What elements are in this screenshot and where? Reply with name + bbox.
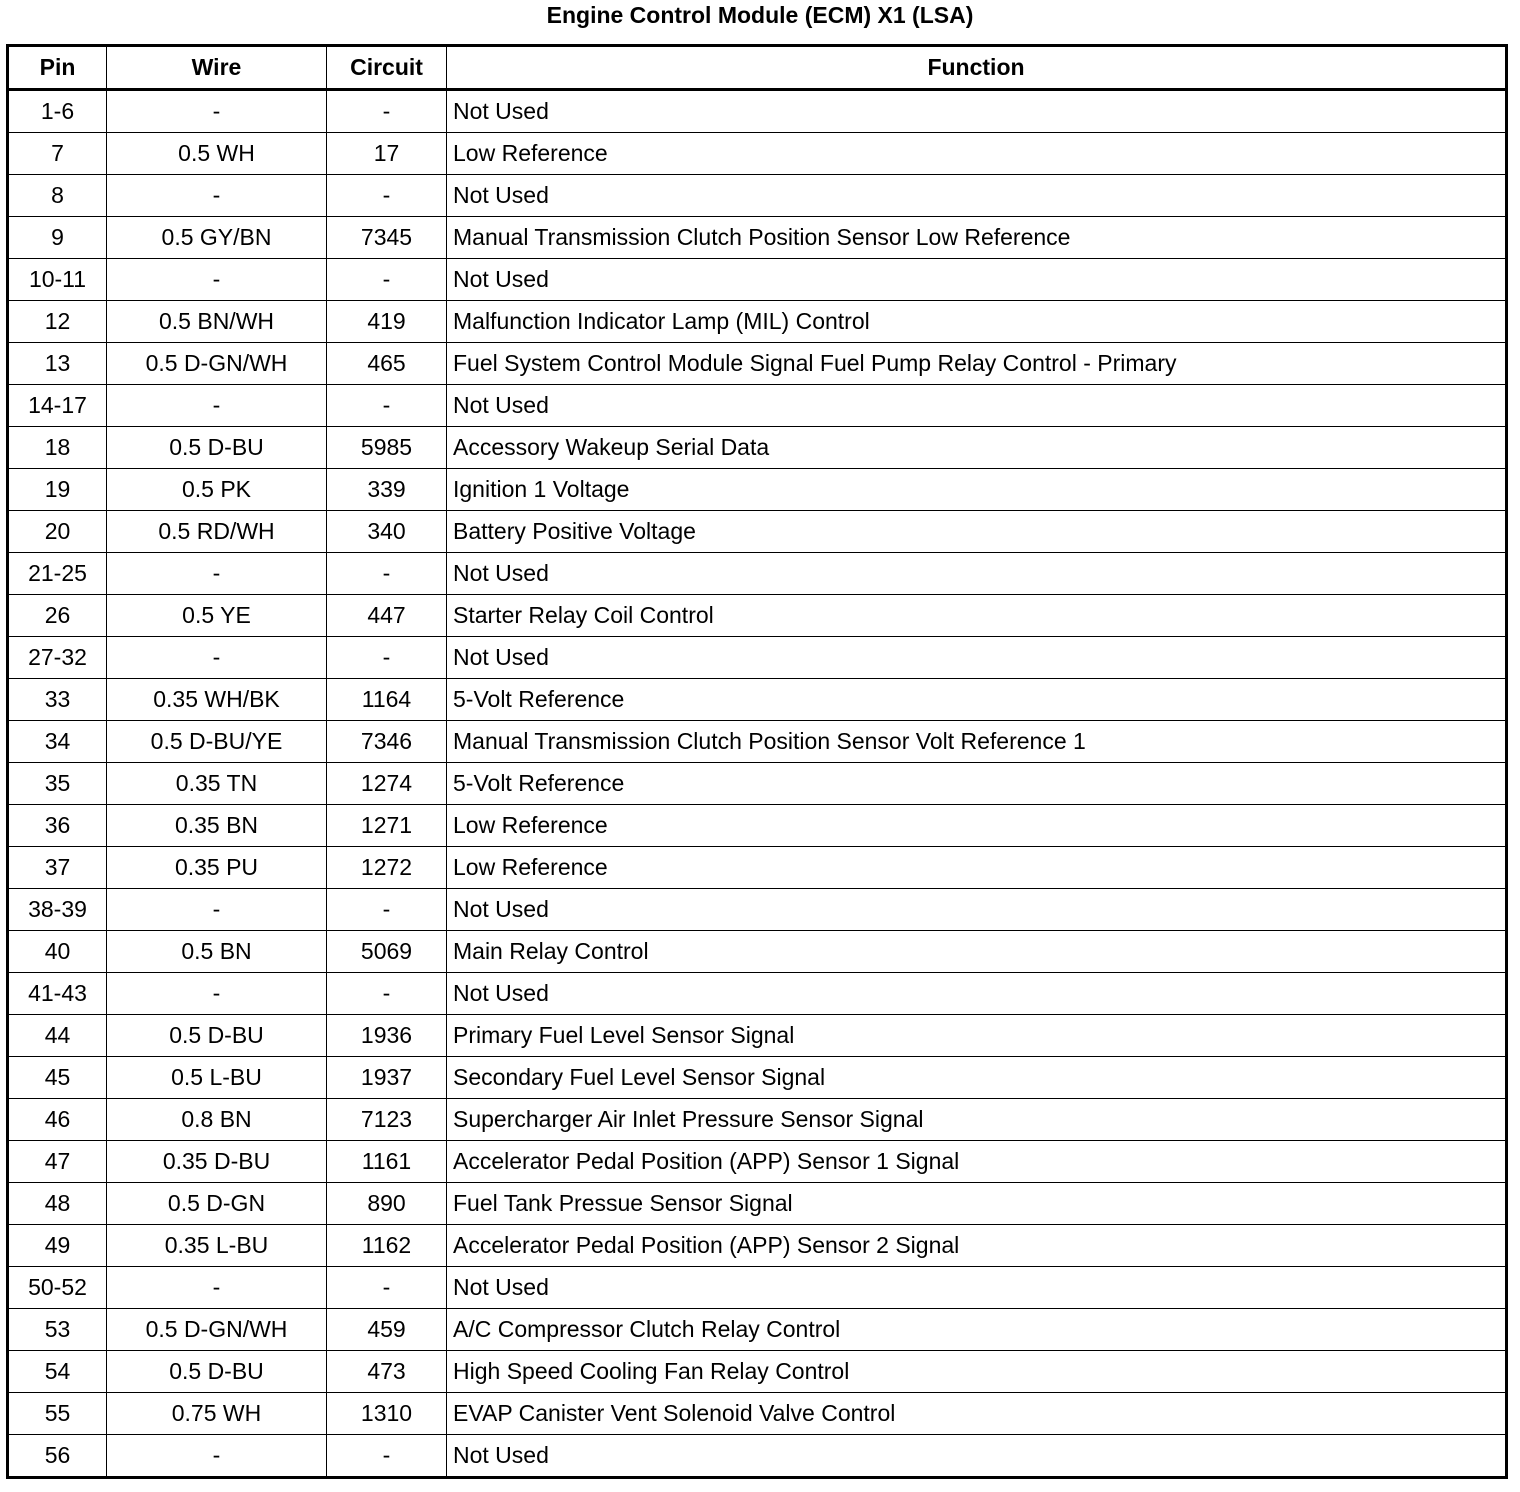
pin-cell: 44 xyxy=(8,1015,107,1057)
function-cell: Malfunction Indicator Lamp (MIL) Control xyxy=(447,301,1507,343)
table-row xyxy=(8,805,1507,847)
function-cell: Manual Transmission Clutch Position Sensor Volt Reference 1 xyxy=(447,721,1507,763)
pin-cell: 27-32 xyxy=(8,637,107,679)
table-row xyxy=(8,90,1507,133)
column-header-pin: Pin xyxy=(8,46,107,90)
table-row xyxy=(8,553,1507,595)
function-cell: Secondary Fuel Level Sensor Signal xyxy=(447,1057,1507,1099)
function-cell: Accelerator Pedal Position (APP) Sensor 2 Signal xyxy=(447,1225,1507,1267)
wire-cell: 0.5 BN xyxy=(107,931,327,973)
wire-cell: - xyxy=(107,175,327,217)
circuit-cell: 7346 xyxy=(327,721,447,763)
table-row xyxy=(8,931,1507,973)
function-cell: Not Used xyxy=(447,1267,1507,1309)
pin-cell: 55 xyxy=(8,1393,107,1435)
function-cell: Fuel Tank Pressue Sensor Signal xyxy=(447,1183,1507,1225)
table-row xyxy=(8,637,1507,679)
circuit-cell: - xyxy=(327,385,447,427)
circuit-cell: 1936 xyxy=(327,1015,447,1057)
circuit-cell: 5069 xyxy=(327,931,447,973)
pin-cell: 13 xyxy=(8,343,107,385)
circuit-cell: - xyxy=(327,1435,447,1478)
wire-cell: 0.5 D-BU xyxy=(107,427,327,469)
table-row xyxy=(8,763,1507,805)
function-cell: Low Reference xyxy=(447,805,1507,847)
wire-cell: - xyxy=(107,259,327,301)
circuit-cell: 1272 xyxy=(327,847,447,889)
wire-cell: 0.5 D-GN xyxy=(107,1183,327,1225)
circuit-cell: 339 xyxy=(327,469,447,511)
column-header-wire: Wire xyxy=(107,46,327,90)
wire-cell: 0.35 TN xyxy=(107,763,327,805)
circuit-cell: - xyxy=(327,973,447,1015)
circuit-cell: - xyxy=(327,637,447,679)
circuit-cell: - xyxy=(327,175,447,217)
table-row xyxy=(8,427,1507,469)
pin-cell: 12 xyxy=(8,301,107,343)
function-cell: Not Used xyxy=(447,973,1507,1015)
pin-cell: 10-11 xyxy=(8,259,107,301)
function-cell: Accessory Wakeup Serial Data xyxy=(447,427,1507,469)
circuit-cell: 419 xyxy=(327,301,447,343)
function-cell: Not Used xyxy=(447,889,1507,931)
pin-cell: 33 xyxy=(8,679,107,721)
pin-cell: 36 xyxy=(8,805,107,847)
wire-cell: 0.35 L-BU xyxy=(107,1225,327,1267)
wire-cell: - xyxy=(107,1435,327,1478)
function-cell: Not Used xyxy=(447,385,1507,427)
pin-cell: 54 xyxy=(8,1351,107,1393)
wire-cell: 0.5 YE xyxy=(107,595,327,637)
pin-cell: 18 xyxy=(8,427,107,469)
table-row xyxy=(8,847,1507,889)
pin-cell: 7 xyxy=(8,133,107,175)
table-row xyxy=(8,1099,1507,1141)
wire-cell: 0.5 D-GN/WH xyxy=(107,343,327,385)
function-cell: Primary Fuel Level Sensor Signal xyxy=(447,1015,1507,1057)
pin-cell: 41-43 xyxy=(8,973,107,1015)
document-title: Engine Control Module (ECM) X1 (LSA) xyxy=(546,2,974,28)
circuit-cell: 1937 xyxy=(327,1057,447,1099)
circuit-cell: 1161 xyxy=(327,1141,447,1183)
circuit-cell: 1162 xyxy=(327,1225,447,1267)
table-row xyxy=(8,259,1507,301)
table-row xyxy=(8,511,1507,553)
table-row xyxy=(8,1225,1507,1267)
circuit-cell: 7345 xyxy=(327,217,447,259)
connector-pinout-table xyxy=(6,44,1508,1479)
table-row xyxy=(8,1393,1507,1435)
pin-cell: 40 xyxy=(8,931,107,973)
pin-cell: 56 xyxy=(8,1435,107,1478)
table-row xyxy=(8,889,1507,931)
circuit-cell: 7123 xyxy=(327,1099,447,1141)
function-cell: Not Used xyxy=(447,1435,1507,1478)
circuit-cell: 465 xyxy=(327,343,447,385)
wire-cell: - xyxy=(107,385,327,427)
table-row xyxy=(8,1435,1507,1478)
wire-cell: - xyxy=(107,90,327,133)
table-row xyxy=(8,1183,1507,1225)
table-row xyxy=(8,721,1507,763)
function-cell: Battery Positive Voltage xyxy=(447,511,1507,553)
table-row xyxy=(8,1351,1507,1393)
function-cell: Not Used xyxy=(447,553,1507,595)
function-cell: EVAP Canister Vent Solenoid Valve Control xyxy=(447,1393,1507,1435)
wire-cell: - xyxy=(107,889,327,931)
wire-cell: 0.5 D-BU xyxy=(107,1351,327,1393)
function-cell: Not Used xyxy=(447,90,1507,133)
wire-cell: 0.5 D-GN/WH xyxy=(107,1309,327,1351)
wire-cell: 0.5 PK xyxy=(107,469,327,511)
pin-cell: 35 xyxy=(8,763,107,805)
table-row xyxy=(8,217,1507,259)
function-cell: Fuel System Control Module Signal Fuel Pump Relay Control - Primary xyxy=(447,343,1507,385)
pin-cell: 48 xyxy=(8,1183,107,1225)
pin-cell: 49 xyxy=(8,1225,107,1267)
wire-cell: - xyxy=(107,637,327,679)
pin-cell: 38-39 xyxy=(8,889,107,931)
pin-cell: 21-25 xyxy=(8,553,107,595)
function-cell: Accelerator Pedal Position (APP) Sensor 1 Signal xyxy=(447,1141,1507,1183)
table-row xyxy=(8,1267,1507,1309)
function-cell: Supercharger Air Inlet Pressure Sensor Signal xyxy=(447,1099,1507,1141)
wire-cell: 0.35 BN xyxy=(107,805,327,847)
circuit-cell: - xyxy=(327,889,447,931)
circuit-cell: - xyxy=(327,90,447,133)
circuit-cell: 1164 xyxy=(327,679,447,721)
table-row xyxy=(8,679,1507,721)
circuit-cell: 890 xyxy=(327,1183,447,1225)
function-cell: 5-Volt Reference xyxy=(447,679,1507,721)
circuit-cell: - xyxy=(327,1267,447,1309)
circuit-cell: - xyxy=(327,259,447,301)
wire-cell: - xyxy=(107,973,327,1015)
table-row xyxy=(8,973,1507,1015)
wire-cell: 0.35 PU xyxy=(107,847,327,889)
table-row xyxy=(8,343,1507,385)
circuit-cell: 473 xyxy=(327,1351,447,1393)
circuit-cell: 1274 xyxy=(327,763,447,805)
function-cell: Not Used xyxy=(447,175,1507,217)
table-row xyxy=(8,301,1507,343)
function-cell: A/C Compressor Clutch Relay Control xyxy=(447,1309,1507,1351)
circuit-cell: 5985 xyxy=(327,427,447,469)
pin-cell: 9 xyxy=(8,217,107,259)
wire-cell: 0.75 WH xyxy=(107,1393,327,1435)
function-cell: Low Reference xyxy=(447,847,1507,889)
circuit-cell: 340 xyxy=(327,511,447,553)
circuit-cell: 1271 xyxy=(327,805,447,847)
function-cell: High Speed Cooling Fan Relay Control xyxy=(447,1351,1507,1393)
table-row xyxy=(8,1015,1507,1057)
pin-cell: 26 xyxy=(8,595,107,637)
pin-cell: 1-6 xyxy=(8,90,107,133)
function-cell: Starter Relay Coil Control xyxy=(447,595,1507,637)
wire-cell: 0.5 BN/WH xyxy=(107,301,327,343)
column-header-function: Function xyxy=(447,46,1507,90)
wire-cell: - xyxy=(107,1267,327,1309)
pin-cell: 8 xyxy=(8,175,107,217)
circuit-cell: - xyxy=(327,553,447,595)
pin-cell: 20 xyxy=(8,511,107,553)
column-header-circuit: Circuit xyxy=(327,46,447,90)
pin-cell: 50-52 xyxy=(8,1267,107,1309)
pin-cell: 53 xyxy=(8,1309,107,1351)
wire-cell: 0.5 D-BU/YE xyxy=(107,721,327,763)
wire-cell: 0.5 WH xyxy=(107,133,327,175)
wire-cell: 0.5 D-BU xyxy=(107,1015,327,1057)
pin-cell: 37 xyxy=(8,847,107,889)
pin-cell: 46 xyxy=(8,1099,107,1141)
circuit-cell: 459 xyxy=(327,1309,447,1351)
table-row xyxy=(8,469,1507,511)
function-cell: 5-Volt Reference xyxy=(447,763,1507,805)
circuit-cell: 1310 xyxy=(327,1393,447,1435)
wire-cell: 0.8 BN xyxy=(107,1099,327,1141)
wire-cell: - xyxy=(107,553,327,595)
table-row xyxy=(8,1309,1507,1351)
table-header-row xyxy=(8,46,1507,90)
pin-cell: 19 xyxy=(8,469,107,511)
function-cell: Manual Transmission Clutch Position Sensor Low Reference xyxy=(447,217,1507,259)
table-row xyxy=(8,133,1507,175)
wire-cell: 0.5 RD/WH xyxy=(107,511,327,553)
table-row xyxy=(8,595,1507,637)
function-cell: Low Reference xyxy=(447,133,1507,175)
circuit-cell: 17 xyxy=(327,133,447,175)
table-row xyxy=(8,175,1507,217)
table-body xyxy=(8,90,1507,1478)
pin-cell: 45 xyxy=(8,1057,107,1099)
circuit-cell: 447 xyxy=(327,595,447,637)
function-cell: Not Used xyxy=(447,637,1507,679)
table-row xyxy=(8,1057,1507,1099)
pin-cell: 14-17 xyxy=(8,385,107,427)
function-cell: Main Relay Control xyxy=(447,931,1507,973)
wire-cell: 0.35 WH/BK xyxy=(107,679,327,721)
function-cell: Not Used xyxy=(447,259,1507,301)
wire-cell: 0.5 GY/BN xyxy=(107,217,327,259)
wire-cell: 0.35 D-BU xyxy=(107,1141,327,1183)
table-row xyxy=(8,385,1507,427)
function-cell: Ignition 1 Voltage xyxy=(447,469,1507,511)
pin-cell: 47 xyxy=(8,1141,107,1183)
wire-cell: 0.5 L-BU xyxy=(107,1057,327,1099)
table-row xyxy=(8,1141,1507,1183)
pin-cell: 34 xyxy=(8,721,107,763)
